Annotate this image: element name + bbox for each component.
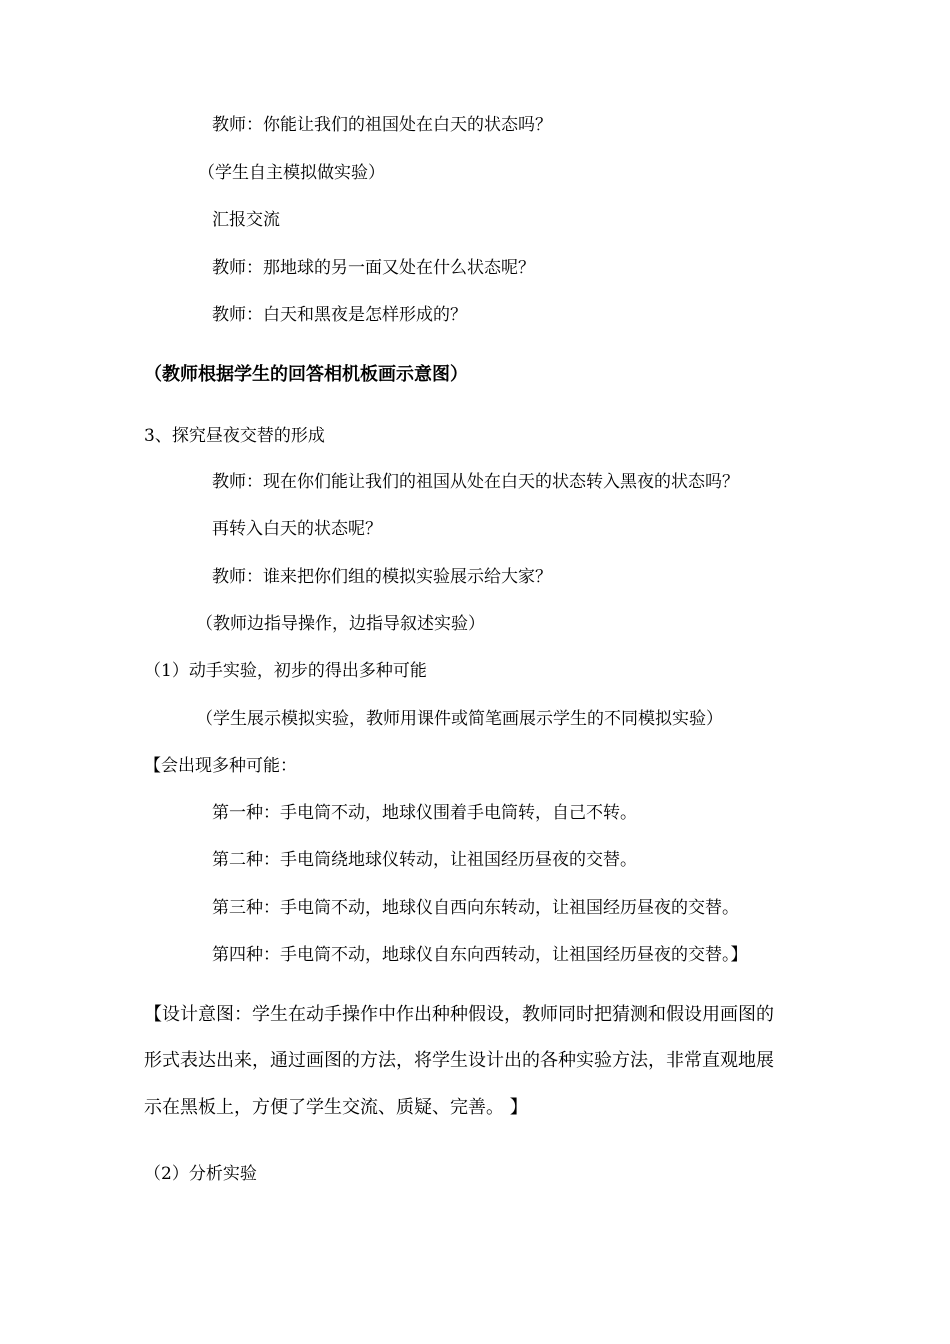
student-experiment-note: （学生自主模拟做实验）: [198, 163, 385, 183]
report-exchange: 汇报交流: [212, 210, 280, 230]
subsection-2: （2）分析实验: [144, 1164, 257, 1184]
possibility-4: 第四种：手电筒不动，地球仪自东向西转动，让祖国经历昼夜的交替。】: [212, 945, 748, 965]
section-heading-3: 3、探究昼夜交替的形成: [144, 426, 325, 446]
teacher-question-daytime: 教师：你能让我们的祖国处在白天的状态吗？: [212, 115, 552, 135]
design-intent-line-2: 形式表达出来，通过画图的方法，将学生设计出的各种实验方法，非常直观地展: [144, 1050, 774, 1071]
possibilities-heading: 【会出现多种可能：: [144, 756, 297, 776]
design-intent-line-1: 【设计意图：学生在动手操作中作出种种假设，教师同时把猜测和假设用画图的: [144, 1004, 774, 1025]
possibility-1: 第一种：手电筒不动，地球仪围着手电筒转，自己不转。: [212, 803, 637, 823]
teacher-question-other-side: 教师：那地球的另一面又处在什么状态呢？: [212, 258, 535, 278]
design-intent-line-3: 示在黑板上，方便了学生交流、质疑、完善。 】: [144, 1097, 528, 1118]
possibility-3: 第三种：手电筒不动，地球仪自西向东转动，让祖国经历昼夜的交替。: [212, 898, 739, 918]
teacher-question-demo: 教师：谁来把你们组的模拟实验展示给大家？: [212, 567, 552, 587]
teacher-question-day-night: 教师：白天和黑夜是怎样形成的？: [212, 305, 467, 325]
transition-continuation: 再转入白天的状态呢？: [212, 519, 382, 539]
subsection-1: （1）动手实验，初步的得出多种可能: [144, 661, 427, 681]
teacher-question-transition: 教师：现在你们能让我们的祖国从处在白天的状态转入黑夜的状态吗？: [212, 472, 739, 492]
student-demo-note: （学生展示模拟实验，教师用课件或简笔画展示学生的不同模拟实验）: [196, 709, 723, 729]
board-drawing-note: （教师根据学生的回答相机板画示意图）: [144, 364, 468, 385]
teacher-guidance-note: （教师边指导操作，边指导叙述实验）: [196, 614, 485, 634]
possibility-2: 第二种：手电筒绕地球仪转动，让祖国经历昼夜的交替。: [212, 850, 637, 870]
